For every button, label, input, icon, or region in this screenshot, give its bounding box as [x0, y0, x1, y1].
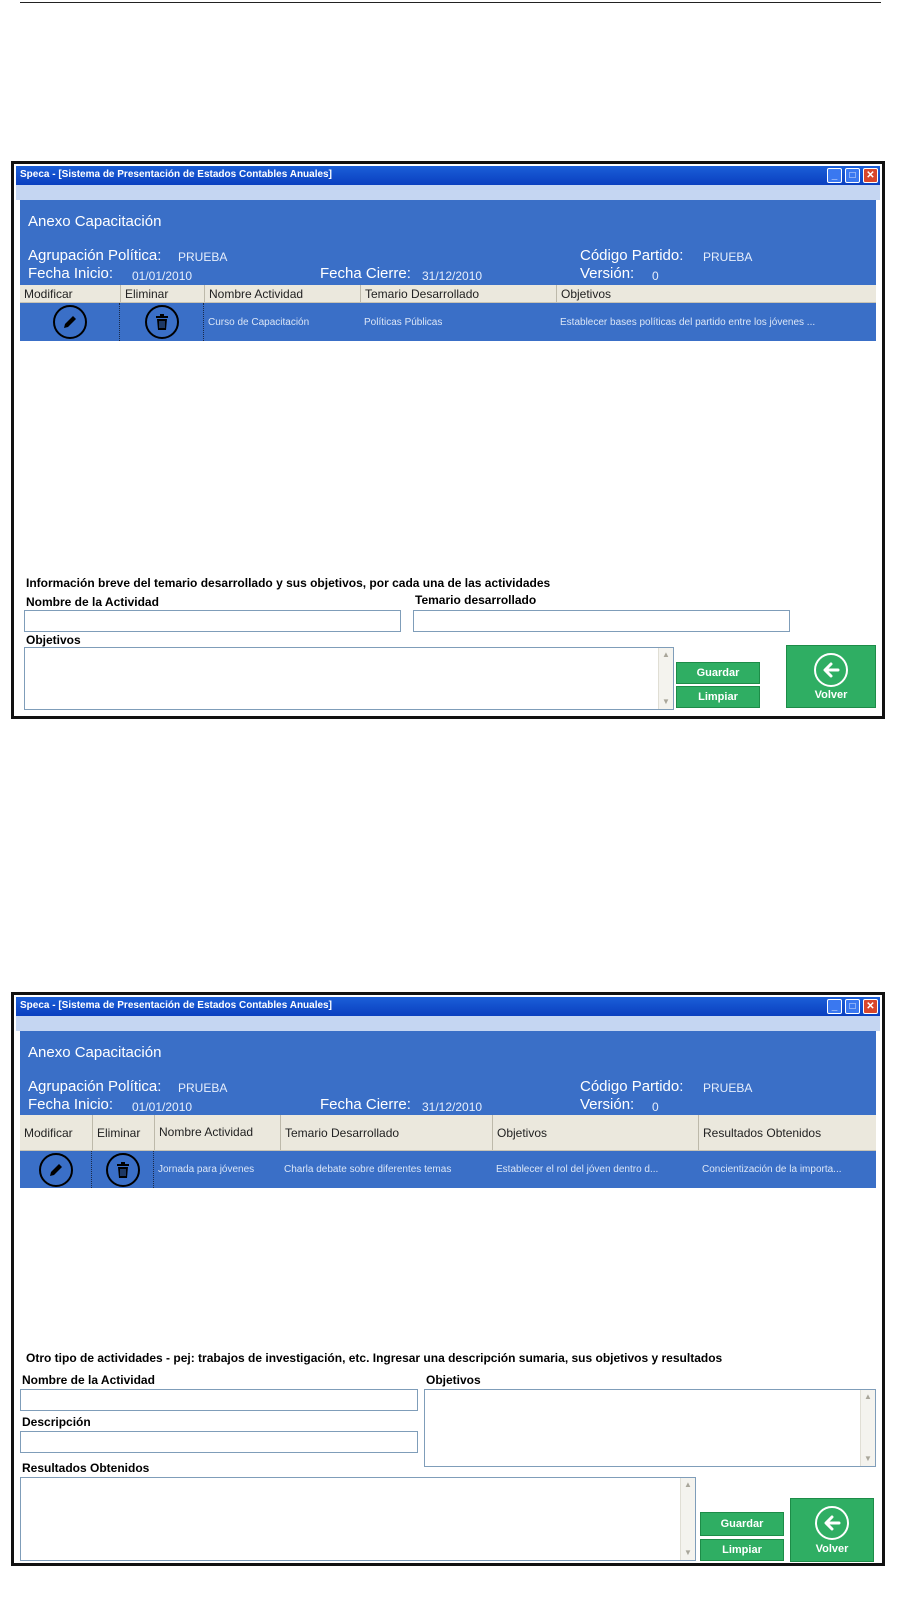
- app-window-capacitacion: [11, 161, 885, 719]
- scroll-up-icon[interactable]: ▲: [864, 1392, 872, 1401]
- maximize-button[interactable]: □: [845, 168, 860, 183]
- table-row[interactable]: [20, 1151, 876, 1188]
- page-title: Anexo Capacitación: [28, 213, 162, 230]
- column-header-nombre[interactable]: Nombre Actividad: [154, 1115, 280, 1150]
- fecha-cierre-value: 31/12/2010: [422, 269, 483, 283]
- column-header-modificar[interactable]: Modificar: [24, 286, 73, 301]
- cell-objetivos: Establecer bases políticas del partido entre los jóvenes ...: [560, 316, 816, 328]
- fecha-cierre-label: Fecha Cierre:: [320, 1096, 411, 1113]
- fecha-inicio-value: 01/01/2010: [132, 269, 193, 283]
- menu-strip: [16, 185, 880, 200]
- minimize-button[interactable]: _: [827, 999, 842, 1014]
- column-header-nombre[interactable]: Nombre Actividad: [204, 285, 360, 302]
- menu-strip: [16, 1016, 880, 1031]
- pencil-icon[interactable]: [39, 1153, 73, 1187]
- version-label: Versión:: [580, 265, 635, 282]
- descripcion-field[interactable]: [20, 1431, 418, 1453]
- cell-temario: Políticas Públicas: [364, 316, 443, 328]
- scroll-up-icon[interactable]: ▲: [662, 650, 670, 659]
- nombre-actividad-label: Nombre de la Actividad: [26, 595, 159, 609]
- close-button[interactable]: ✕: [863, 168, 878, 183]
- codigo-partido-label: Código Partido:: [580, 247, 684, 264]
- temario-field[interactable]: [413, 610, 790, 632]
- limpiar-button[interactable]: Limpiar: [700, 1539, 784, 1561]
- scroll-down-icon[interactable]: ▼: [662, 697, 670, 706]
- form-section-title: Otro tipo de actividades - pej: trabajos de investigación, etc. Ingresar una descripción sumaria, sus objetivos y resultados: [26, 1351, 723, 1365]
- codigo-partido-value: PRUEBA: [703, 1081, 753, 1095]
- fecha-cierre-value: 31/12/2010: [422, 1100, 483, 1114]
- maximize-button[interactable]: □: [845, 999, 860, 1014]
- scroll-up-icon[interactable]: ▲: [684, 1480, 692, 1489]
- fecha-inicio-label: Fecha Inicio:: [28, 265, 114, 282]
- descripcion-label: Descripción: [22, 1415, 91, 1429]
- title-bar: [16, 166, 880, 185]
- agrupacion-label: Agrupación Política:: [28, 1078, 162, 1095]
- column-header-temario[interactable]: Temario Desarrollado: [280, 1115, 492, 1150]
- app-window-capacitacion-otras: [11, 992, 885, 1566]
- delete-cell[interactable]: [120, 303, 204, 341]
- window-title: Speca - [Sistema de Presentación de Estados Contables Anuales]: [20, 1000, 332, 1011]
- grid-header: [20, 1115, 876, 1151]
- guardar-button[interactable]: Guardar: [700, 1512, 784, 1536]
- volver-label: Volver: [815, 1543, 849, 1555]
- scroll-down-icon[interactable]: ▼: [684, 1548, 692, 1557]
- resultados-label: Resultados Obtenidos: [22, 1461, 150, 1475]
- volver-label: Volver: [814, 689, 848, 701]
- scrollbar[interactable]: [680, 1478, 695, 1560]
- temario-label: Temario desarrollado: [415, 593, 537, 607]
- objetivos-label: Objetivos: [26, 633, 81, 647]
- page-title: Anexo Capacitación: [28, 1044, 162, 1061]
- codigo-partido-label: Código Partido:: [580, 1078, 684, 1095]
- arrow-left-icon: [814, 653, 848, 687]
- trash-icon[interactable]: [145, 305, 179, 339]
- pencil-icon[interactable]: [53, 305, 87, 339]
- fecha-cierre-label: Fecha Cierre:: [320, 265, 411, 282]
- arrow-left-icon: [815, 1506, 849, 1540]
- column-header-eliminar[interactable]: Eliminar: [92, 1115, 154, 1150]
- column-header-objetivos[interactable]: Objetivos: [556, 285, 882, 302]
- table-row[interactable]: [20, 303, 876, 341]
- column-header-objetivos[interactable]: Objetivos: [492, 1115, 698, 1150]
- objetivos-textarea[interactable]: [424, 1389, 876, 1467]
- version-value: 0: [652, 1100, 659, 1114]
- edit-cell[interactable]: [20, 1151, 92, 1188]
- objetivos-label: Objetivos: [426, 1373, 481, 1387]
- window-title: Speca - [Sistema de Presentación de Estados Contables Anuales]: [20, 169, 332, 180]
- scrollbar[interactable]: [860, 1390, 875, 1466]
- form-section-title: Información breve del temario desarrollado y sus objetivos, por cada una de las actividades: [26, 576, 551, 590]
- column-header-resultados[interactable]: Resultados Obtenidos: [698, 1115, 882, 1150]
- nombre-actividad-field[interactable]: [20, 1389, 418, 1411]
- objetivos-textarea[interactable]: [24, 647, 674, 710]
- nombre-actividad-field[interactable]: [24, 610, 401, 632]
- version-label: Versión:: [580, 1096, 635, 1113]
- resultados-textarea[interactable]: [20, 1477, 696, 1561]
- volver-button[interactable]: [786, 645, 876, 708]
- scroll-down-icon[interactable]: ▼: [864, 1454, 872, 1463]
- agrupacion-value: PRUEBA: [178, 250, 228, 264]
- cell-resultados: Concientización de la importa...: [702, 1164, 842, 1175]
- version-value: 0: [652, 269, 659, 283]
- header-panel: [20, 200, 876, 286]
- trash-icon[interactable]: [106, 1153, 140, 1187]
- delete-cell[interactable]: [92, 1151, 154, 1188]
- edit-cell[interactable]: [20, 303, 120, 341]
- cell-temario: Charla debate sobre diferentes temas: [284, 1164, 452, 1175]
- cell-nombre: Jornada para jóvenes: [158, 1164, 255, 1175]
- cell-objetivos: Establecer el rol del jóven dentro d...: [496, 1164, 659, 1175]
- cell-nombre: Curso de Capacitación: [208, 316, 310, 328]
- grid-header: [20, 285, 876, 303]
- minimize-button[interactable]: _: [827, 168, 842, 183]
- column-header-temario[interactable]: Temario Desarrollado: [360, 285, 556, 302]
- column-header-eliminar[interactable]: Eliminar: [120, 285, 204, 302]
- codigo-partido-value: PRUEBA: [703, 250, 753, 264]
- fecha-inicio-value: 01/01/2010: [132, 1100, 193, 1114]
- nombre-actividad-label: Nombre de la Actividad: [22, 1373, 155, 1387]
- title-bar: [16, 997, 880, 1016]
- column-header-modificar[interactable]: Modificar: [24, 1125, 73, 1140]
- agrupacion-value: PRUEBA: [178, 1081, 228, 1095]
- volver-button[interactable]: [790, 1498, 874, 1562]
- guardar-button[interactable]: Guardar: [676, 662, 760, 684]
- agrupacion-label: Agrupación Política:: [28, 247, 162, 264]
- header-panel: [20, 1031, 876, 1117]
- scrollbar[interactable]: [658, 648, 673, 709]
- fecha-inicio-label: Fecha Inicio:: [28, 1096, 114, 1113]
- limpiar-button[interactable]: Limpiar: [676, 686, 760, 708]
- page-top-rule: [20, 2, 881, 3]
- close-button[interactable]: ✕: [863, 999, 878, 1014]
